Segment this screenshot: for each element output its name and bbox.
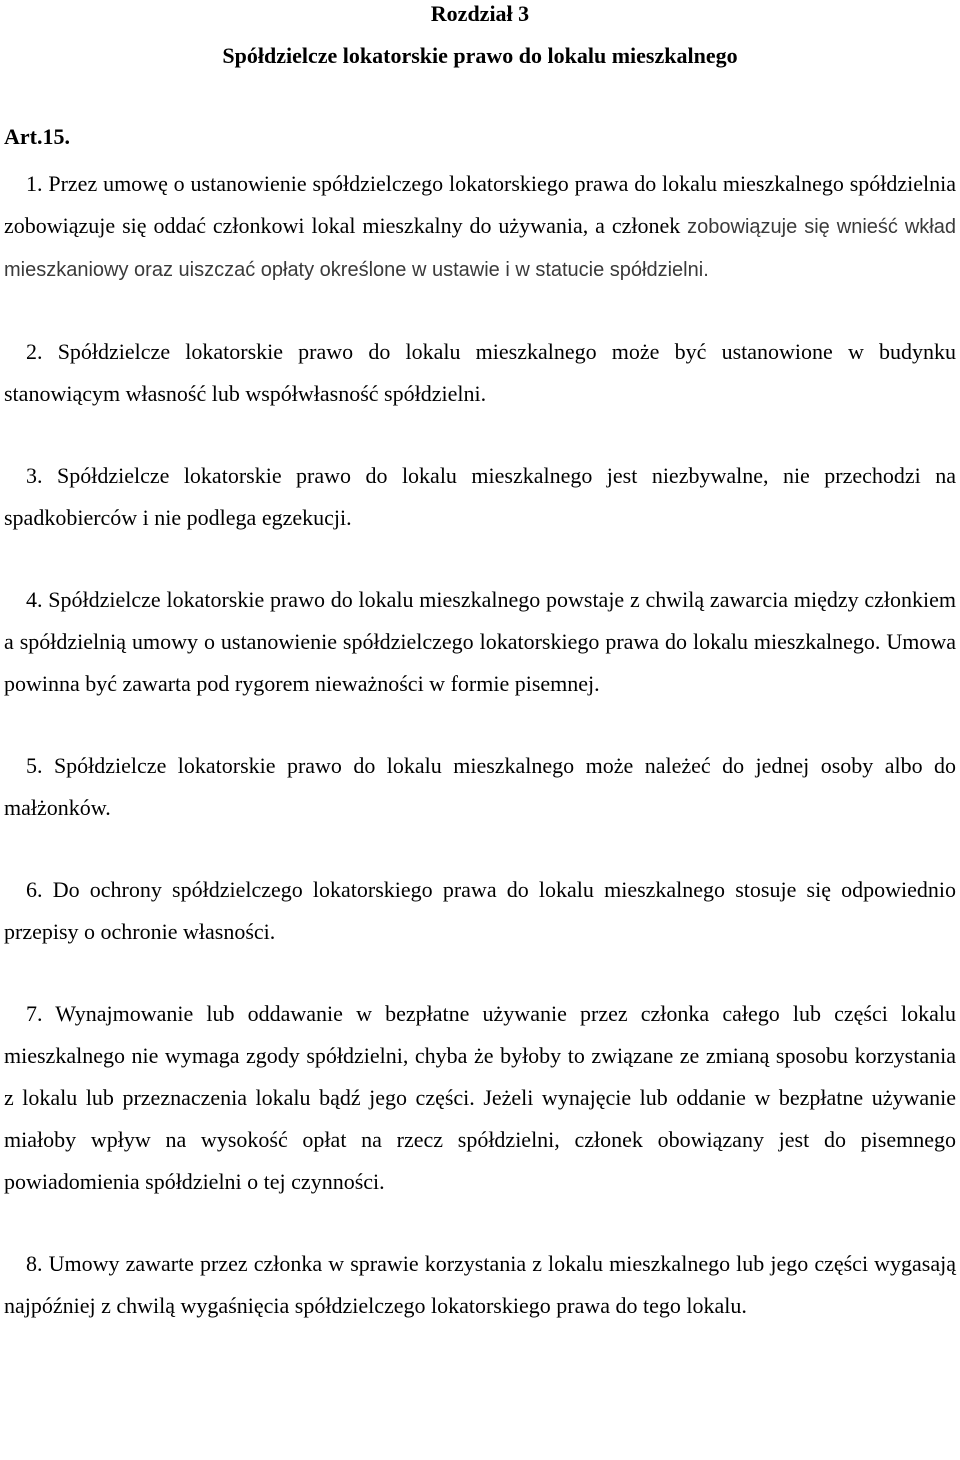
paragraph-marker: 2. <box>26 339 43 364</box>
paragraph-5 <box>4 745 956 829</box>
paragraph-marker: 6. <box>26 877 43 902</box>
paragraph-6 <box>4 869 956 953</box>
paragraph-4 <box>4 579 956 705</box>
article-label: Art.15. <box>4 124 70 149</box>
paragraph-text: Umowy zawarte przez członka w sprawie korzystania z lokalu mieszkalnego lub jego części wygasają najpóźniej z chwilą wygaśnięcia spółdzielczego lokatorskiego prawa do tego lokalu. <box>4 1251 956 1318</box>
paragraph-2 <box>4 331 956 415</box>
paragraph-1 <box>4 163 956 291</box>
paragraph-text: Spółdzielcze lokatorskie prawo do lokalu mieszkalnego może należeć do jednej osoby albo do małżonków. <box>4 753 957 820</box>
paragraph-text: Spółdzielcze lokatorskie prawo do lokalu mieszkalnego jest niezbywalne, nie przechodzi na spadkobierców i nie podlega egzekucji. <box>4 463 957 530</box>
paragraph-marker: 7. <box>26 1001 43 1026</box>
paragraph-3 <box>4 455 956 539</box>
paragraph-7 <box>4 993 956 1203</box>
paragraph-marker: 4. <box>26 587 43 612</box>
chapter-number: Rozdział 3 <box>430 1 530 26</box>
paragraph-marker: 5. <box>26 753 43 778</box>
paragraph-marker: 3. <box>26 463 43 488</box>
paragraph-text: Przez umowę o ustanowienie spółdzielczego lokatorskiego prawa do lokalu mieszkalnego spółdzielnia zobowiązuje się oddać członkowi lokal mieszkalny do używania, a członek <box>4 171 957 238</box>
paragraph-text: Spółdzielcze lokatorskie prawo do lokalu mieszkalnego powstaje z chwilą zawarcia między członkiem a spółdzielnią umowy o ustanowienie spółdzielczego lokatorskiego prawa do lokalu mieszkalnego. Umowa powinna być zawarta pod rygorem nieważności w formie pisemnej. <box>4 587 957 696</box>
paragraph-text: Do ochrony spółdzielczego lokatorskiego prawa do lokalu mieszkalnego stosuje się odpowiednio przepisy o ochronie własności. <box>4 877 957 944</box>
paragraph-marker: 8. <box>26 1251 43 1276</box>
paragraph-text: Spółdzielcze lokatorskie prawo do lokalu mieszkalnego może być ustanowione w budynku stanowiącym własność lub współwłasność spółdzielni. <box>4 339 957 406</box>
paragraph-text-sans: zobowiązuje się wnieść wkład mieszkaniowy oraz uiszczać opłaty określone w ustawie i w statucie spółdzielni. <box>4 216 956 281</box>
document-page <box>4 0 956 1327</box>
paragraph-text: Wynajmowanie lub oddawanie w bezpłatne używanie przez członka całego lub części lokalu mieszkalnego nie wymaga zgody spółdzielni, chyba że byłoby to związane ze zmianą sposobu korzystania z lokalu lub przeznaczenia lokalu bądź jego części. Jeżeli wynajęcie lub oddanie w bezpłatne używanie miałoby wpływ na wysokość opłat na rzecz spółdzielni, członek obowiązany jest do pisemnego powiadomienia spółdzielni o tej czynności. <box>4 1001 956 1194</box>
chapter-title: Spółdzielcze lokatorskie prawo do lokalu mieszkalnego <box>222 43 738 68</box>
paragraph-8 <box>4 1243 956 1327</box>
paragraph-marker: 1. <box>26 171 43 196</box>
